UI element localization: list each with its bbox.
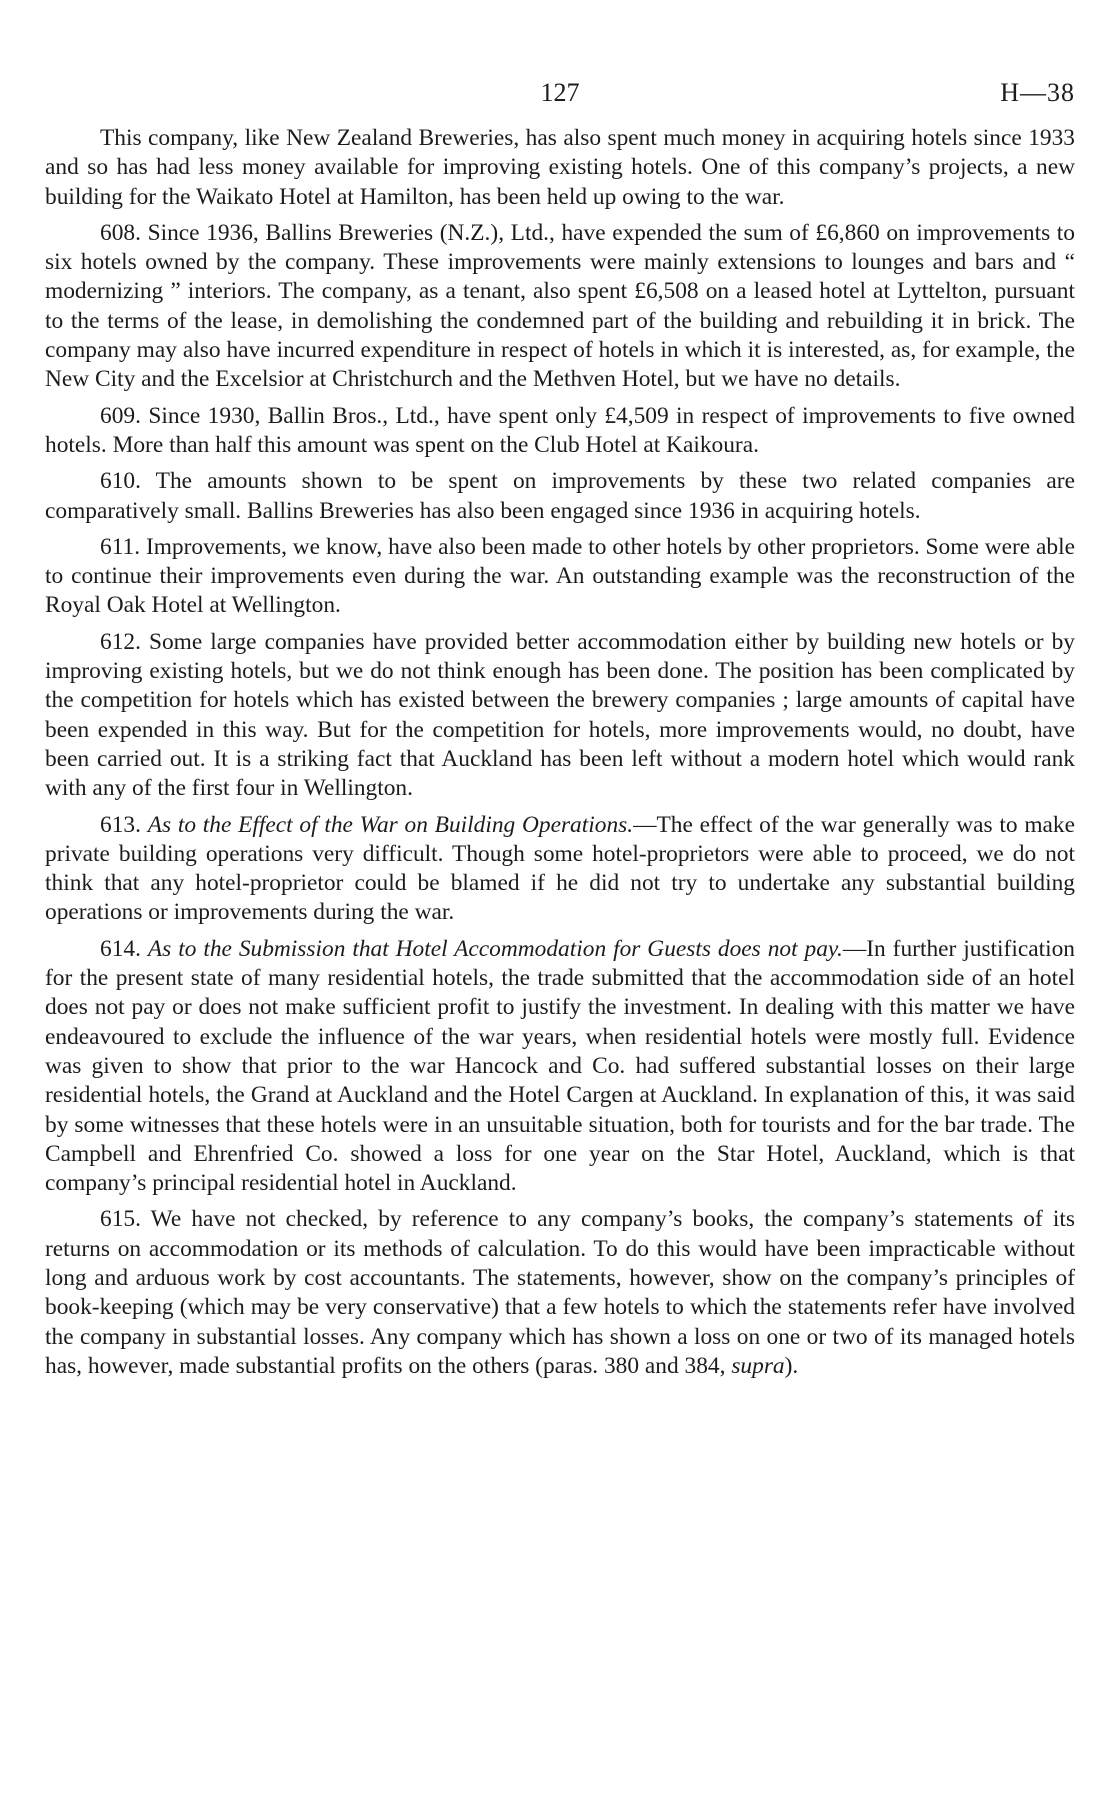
paragraph-614 (45, 935, 1075, 1199)
paragraph-number: 615. (100, 1206, 141, 1233)
paragraph-609 (45, 402, 1075, 461)
paragraph-text: We have not checked, by reference to any company’s books, the company’s statements of its returns on accommodation or its methods of calculation. To do this would have been impracticable without long and arduous work by cost accountants. The statements, however, show on the company’s principles of book-keeping (which may be very conservative) that a few hotels to which the statements refer have involved the company in substantial losses. Any company which has shown a loss on one or two of its managed hotels has, however, made substantial profits on the others (paras. 380 and 384, (45, 1206, 1075, 1379)
page-number: 127 (540, 78, 580, 107)
paragraph-text: Since 1936, Ballins Breweries (N.Z.), Ltd., have expended the sum of £6,860 on improvements to six hotels owned by the company. These improvements were mainly extensions to lounges and bars and “ modernizing ” interiors. The company, as a tenant, also spent £6,508 on a leased hotel at Lyttelton, pursuant to the terms of the lease, in demolishing the condemned part of the building and rebuilding it in brick. The company may also have incurred expenditure in respect of hotels in which it is interested, as, for example, the New City and the Excelsior at Christchurch and the Methven Hotel, but we have no details. (45, 219, 1075, 393)
paragraph-612 (45, 628, 1075, 804)
paragraph-number: 613. (100, 811, 141, 838)
paragraph-text: Since 1930, Ballin Bros., Ltd., have spent only £4,509 in respect of improvements to five owned hotels. More than half this amount was spent on the Club Hotel at Kaikoura. (45, 402, 1075, 458)
paragraph-613 (45, 811, 1075, 928)
paragraph-number: 608. (100, 219, 141, 246)
paragraph-text: —The effect of the war generally was to make private building operations very difficult. Though some hotel-proprietors were able to proceed, we do not think that any hotel-proprietor could be blamed if he did not try to undertake any substantial building operations or improvements during the war. (45, 811, 1075, 926)
latin-reference: supra (731, 1352, 785, 1379)
paragraph-607-continued (45, 124, 1075, 212)
paragraph-heading: As to the Effect of the War on Building Operations. (147, 811, 634, 838)
paragraph-heading: As to the Submission that Hotel Accommodation for Guests does not pay. (147, 935, 843, 962)
paragraph-number: 610. (100, 468, 141, 495)
paragraph-text-end: ). (784, 1352, 799, 1379)
page-header (45, 78, 1075, 114)
paragraph-text: —In further justification for the present state of many residential hotels, the trade submitted that the accommodation side of an hotel does not pay or does not make sufficient profit to justify the investment. In dealing with this matter we have endeavoured to exclude the influence of the war years, when residential hotels were mostly full. Evidence was given to show that prior to the war Hancock and Co. had suffered substantial losses on their large residential hotels, the Grand at Auckland and the Hotel Cargen at Auckland. In explanation of this, it was said by some witnesses that these hotels were in an unsuitable situation, both for tourists and for the bar trade. The Campbell and Ehrenfried Co. showed a loss for one year on the Star Hotel, Auckland, which is that company’s principal residential hotel in Auckland. (45, 935, 1075, 1197)
paragraph-610 (45, 467, 1075, 526)
paragraph-615 (45, 1205, 1075, 1381)
paragraph-number: 612. (100, 628, 141, 655)
body-text (45, 124, 1075, 1388)
paragraph-611 (45, 533, 1075, 621)
paragraph-number: 614. (100, 935, 141, 962)
paragraph-text: Improvements, we know, have also been made to other hotels by other proprietors. Some were able to continue their improvements even during the war. An outstanding example was the reconstruction of the Royal Oak Hotel at Wellington. (45, 533, 1075, 619)
document-reference: H—38 (1000, 78, 1075, 107)
paragraph-608 (45, 219, 1075, 395)
paragraph-text: The amounts shown to be spent on improvements by these two related companies are comparatively small. Ballins Breweries has also been engaged since 1936 in acquiring hotels. (45, 468, 1075, 524)
paragraph-text: This company, like New Zealand Breweries, has also spent much money in acquiring hotels since 1933 and so has had less money available for improving existing hotels. One of this company’s projects, a new building for the Waikato Hotel at Hamilton, has been held up owing to the war. (45, 125, 1075, 210)
paragraph-text: Some large companies have provided better accommodation either by building new hotels or by improving existing hotels, but we do not think enough has been done. The position has been complicated by the competition for hotels which has existed between the brewery companies ; large amounts of capital have been expended in this way. But for the competition for hotels, more improvements would, no doubt, have been carried out. It is a striking fact that Auckland has been left without a modern hotel which would rank with any of the first four in Wellington. (45, 628, 1075, 802)
paragraph-number: 611. (100, 533, 141, 560)
paragraph-number: 609. (100, 402, 141, 429)
